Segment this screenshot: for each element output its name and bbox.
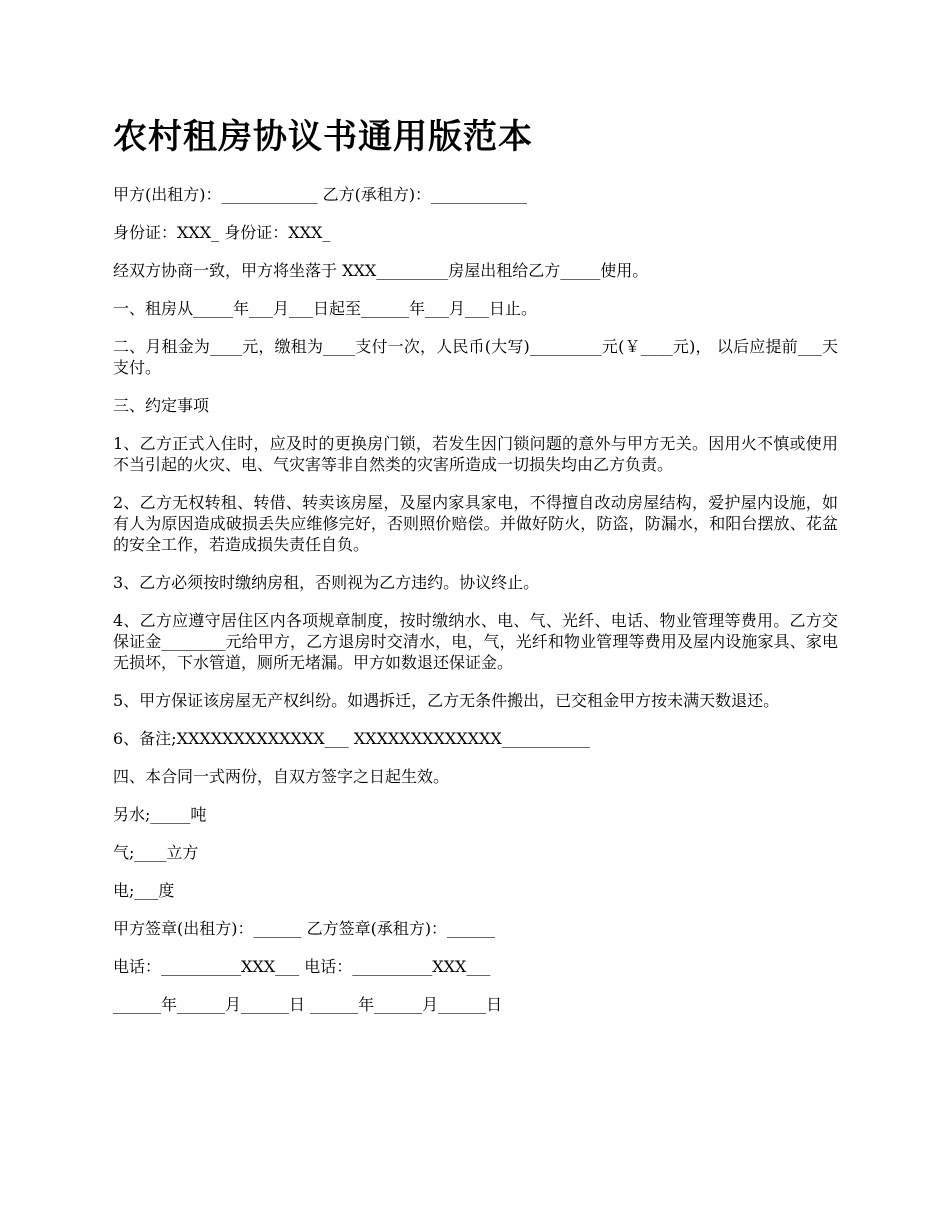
signature-line: 甲方签章(出租方)：______ 乙方签章(承租方)：______ xyxy=(113,919,496,938)
clause-term: 一、租房从_____年___月___日起至______年___月___日止。 xyxy=(113,299,538,318)
agreed-matter-2: 2、乙方无权转租、转借、转卖该房屋，及屋内家具家电，不得擅自改动房屋结构，爱护屋内设施，如有人为原因造成破损丢失应维修完好，否则照价赔偿。并做好防火，防盗，防漏水，和阳台摆放、花盆的安全工作，若造成损失责任自负。 xyxy=(113,493,838,554)
agreed-matter-5: 5、甲方保证该房屋无产权纠纷。如遇拆迁，乙方无条件搬出，已交租金甲方按未满天数退还。 xyxy=(113,691,780,710)
id-card-line: 身份证：XXX_ 身份证：XXX_ xyxy=(113,223,331,242)
water-reading: 另水;_____吨 xyxy=(113,805,207,824)
date-line: ______年______月______日 ______年______月______日 xyxy=(113,995,503,1014)
document-title: 农村租房协议书通用版范本 xyxy=(113,117,533,157)
phone-line: 电话：__________XXX___ 电话：__________XXX___ xyxy=(113,957,491,976)
clause-rent: 二、月租金为____元，缴租为____支付一次，人民币(大写)_________元(￥____元)， 以后应提前___天支付。 xyxy=(113,337,838,377)
clause-effective: 四、本合同一式两份，自双方签字之日起生效。 xyxy=(113,767,450,786)
agreed-matter-6-remarks: 6、备注;XXXXXXXXXXXXX___ XXXXXXXXXXXXX___________ xyxy=(113,729,590,748)
document-page xyxy=(113,112,838,1032)
parties-line: 甲方(出租方)：____________ 乙方(承租方)：____________ xyxy=(113,185,528,204)
agreed-matter-1: 1、乙方正式入住时，应及时的更换房门锁，若发生因门锁问题的意外与甲方无关。因用火不慎或使用不当引起的火灾、电、气灾害等非自然类的灾害所造成一切损失均由乙方负责。 xyxy=(113,434,838,474)
property-line: 经双方协商一致，甲方将坐落于 XXX_________房屋出租给乙方_____使用。 xyxy=(113,261,649,280)
agreed-matter-3: 3、乙方必须按时缴纳房租，否则视为乙方违约。协议终止。 xyxy=(113,573,540,592)
gas-reading: 气;____立方 xyxy=(113,843,199,862)
clause-agreed-matters-heading: 三、约定事项 xyxy=(113,396,210,415)
electricity-reading: 电;___度 xyxy=(113,881,175,900)
agreed-matter-4: 4、乙方应遵守居住区内各项规章制度，按时缴纳水、电、气、光纤、电话、物业管理等费用。乙方交保证金________元给甲方，乙方退房时交清水，电，气，光纤和物业管理等费用及屋内设施家具、家电无损坏，下水管道，厕所无堵漏。甲方如数退还保证金。 xyxy=(113,611,838,672)
